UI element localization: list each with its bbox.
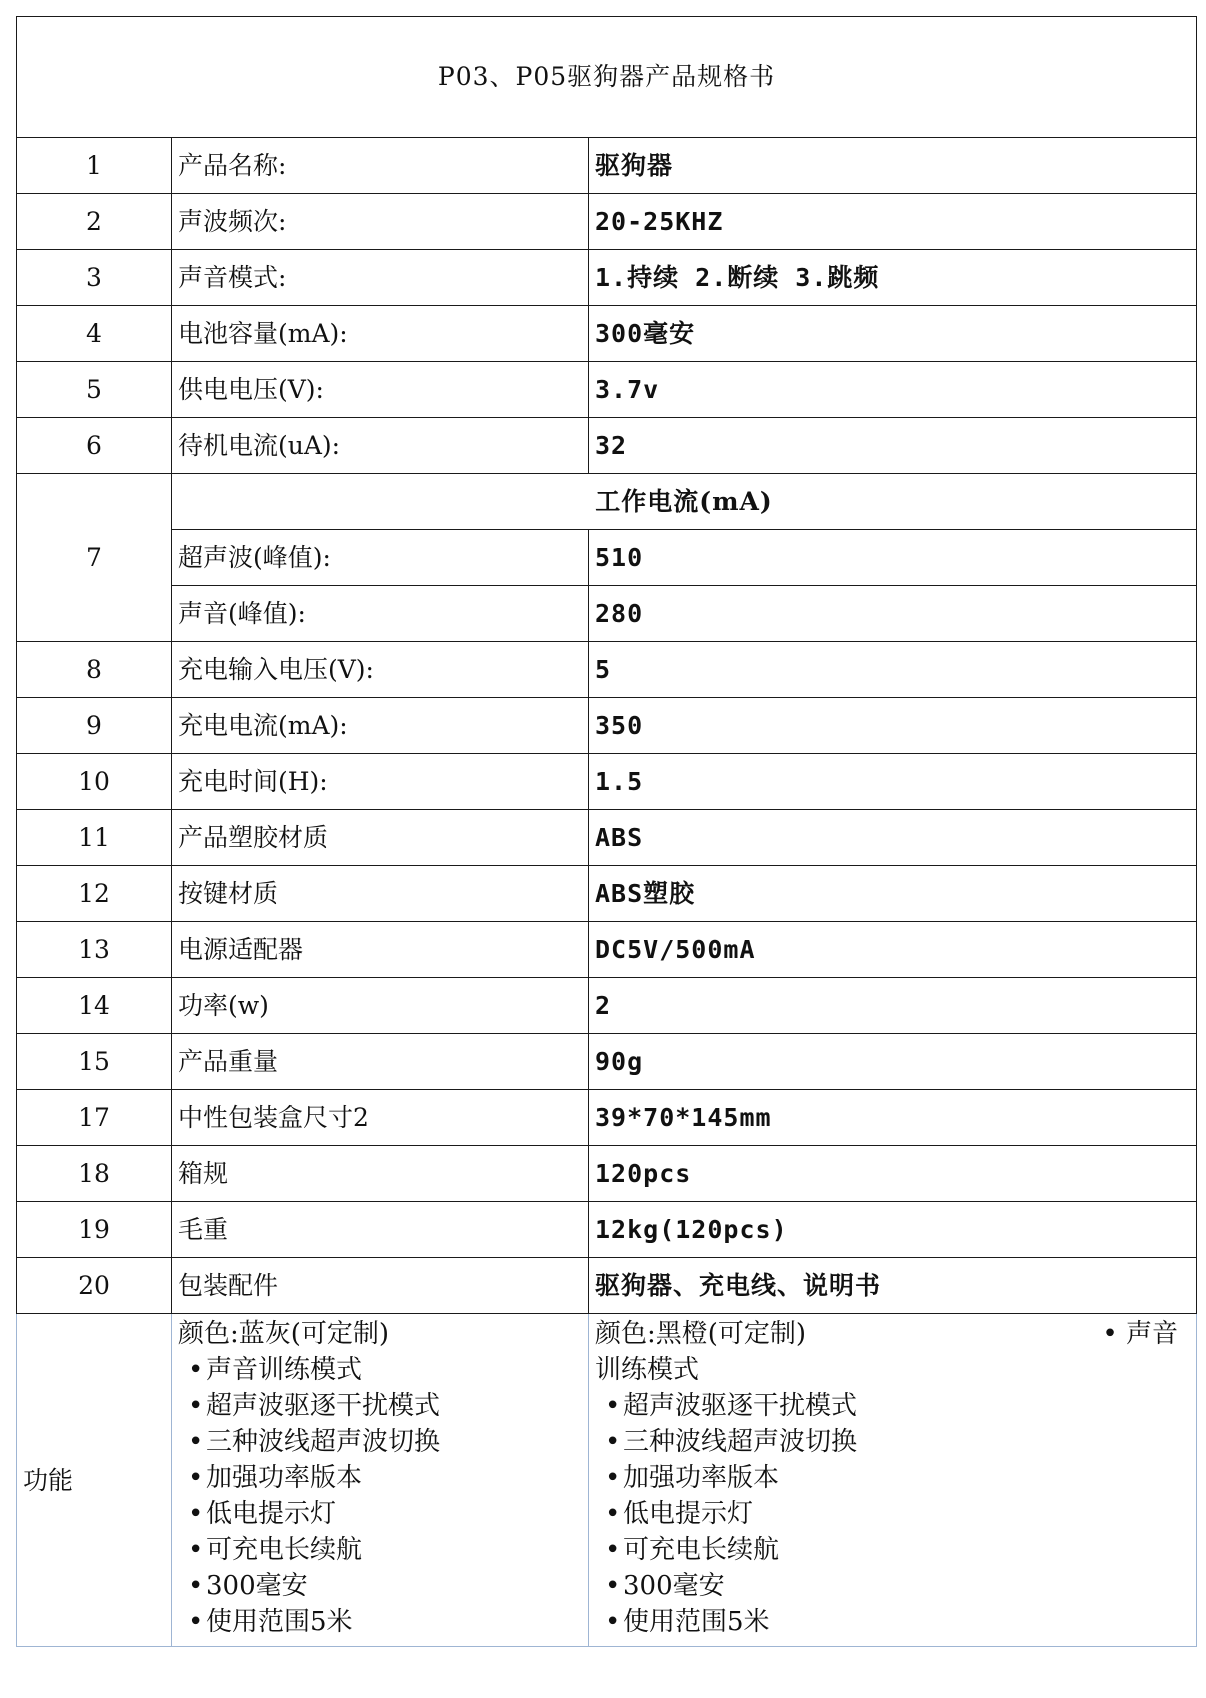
bullet-glyph: •	[605, 1535, 621, 1565]
bullet-glyph: •	[188, 1391, 204, 1421]
spec-row	[17, 642, 1197, 698]
bullet-glyph: •	[605, 1571, 621, 1601]
feature-text: 三种波线超声波切换	[623, 1427, 858, 1457]
row-label: 电池容量(mA):	[172, 306, 589, 362]
bullet-glyph: •	[605, 1427, 621, 1457]
working-current-row	[17, 530, 1197, 586]
row-label: 按键材质	[172, 866, 589, 922]
features-label: 功能	[17, 1314, 172, 1647]
feature-text: 三种波线超声波切换	[206, 1427, 441, 1457]
bullet-glyph: •	[188, 1427, 204, 1457]
working-current-heading: 工作电流(mA)	[172, 474, 1197, 530]
feature-text: 加强功率版本	[623, 1463, 780, 1493]
row-value: 350	[589, 698, 1197, 754]
row-number: 11	[17, 810, 172, 866]
feature-item	[178, 1532, 582, 1568]
row-number: 2	[17, 194, 172, 250]
row-number: 20	[17, 1258, 172, 1314]
bullet-glyph: •	[605, 1499, 621, 1529]
feature-text: 低电提示灯	[623, 1499, 754, 1529]
feature-item	[595, 1496, 1190, 1532]
row-number: 4	[17, 306, 172, 362]
row-label: 产品名称:	[172, 138, 589, 194]
bullet-glyph: •	[188, 1535, 204, 1565]
bullet-glyph: •	[188, 1355, 204, 1385]
row-number: 6	[17, 418, 172, 474]
spec-table	[16, 16, 1197, 1647]
row-number: 17	[17, 1090, 172, 1146]
feature-item	[178, 1388, 582, 1424]
feature-item	[178, 1604, 582, 1640]
document-title: P03、P05驱狗器产品规格书	[17, 17, 1197, 138]
feature-text: 可充电长续航	[623, 1535, 780, 1565]
features-row	[17, 1314, 1197, 1647]
row-label: 箱规	[172, 1146, 589, 1202]
row-number: 10	[17, 754, 172, 810]
row-value: 39*70*145mm	[589, 1090, 1197, 1146]
feature-item	[595, 1568, 1190, 1604]
spec-row	[17, 362, 1197, 418]
row-value: 5	[589, 642, 1197, 698]
row-number: 19	[17, 1202, 172, 1258]
row-value: 驱狗器	[589, 138, 1197, 194]
row-value: 3.7v	[589, 362, 1197, 418]
feature-item	[178, 1460, 582, 1496]
spec-row	[17, 1034, 1197, 1090]
row-label: 产品重量	[172, 1034, 589, 1090]
feature-text: 声音训练模式	[206, 1355, 363, 1385]
row-label: 中性包装盒尺寸2	[172, 1090, 589, 1146]
spec-table-body	[17, 17, 1197, 1647]
row-label: 功率(w)	[172, 978, 589, 1034]
spec-row	[17, 754, 1197, 810]
spec-row	[17, 698, 1197, 754]
row-value: 300毫安	[589, 306, 1197, 362]
spec-row	[17, 306, 1197, 362]
feature-item	[595, 1460, 1190, 1496]
spec-row	[17, 138, 1197, 194]
row-label: 声波频次:	[172, 194, 589, 250]
row-label: 声音(峰值):	[172, 586, 589, 642]
feature-item	[178, 1424, 582, 1460]
row-value: 1.5	[589, 754, 1197, 810]
row-number: 15	[17, 1034, 172, 1090]
feature-item	[178, 1352, 582, 1388]
row-value: ABS塑胶	[589, 866, 1197, 922]
feature-item	[595, 1532, 1190, 1568]
row-label: 毛重	[172, 1202, 589, 1258]
spec-row	[17, 810, 1197, 866]
feature-item-wrap: 训练模式	[595, 1355, 700, 1385]
working-current-heading-row	[17, 474, 1197, 530]
spec-row	[17, 866, 1197, 922]
spec-row	[17, 418, 1197, 474]
row-label: 电源适配器	[172, 922, 589, 978]
spec-row	[17, 250, 1197, 306]
row-value: 120pcs	[589, 1146, 1197, 1202]
row-number: 12	[17, 866, 172, 922]
row-value: DC5V/500mA	[589, 922, 1197, 978]
row-value: 280	[589, 586, 1197, 642]
color-option	[595, 1316, 1190, 1352]
bullet-glyph: •	[188, 1463, 204, 1493]
features-left-cell	[172, 1314, 589, 1647]
row-value: 20-25KHZ	[589, 194, 1197, 250]
spec-row	[17, 1146, 1197, 1202]
row-value: 32	[589, 418, 1197, 474]
row-label: 超声波(峰值):	[172, 530, 589, 586]
row-number: 13	[17, 922, 172, 978]
feature-item	[178, 1568, 582, 1604]
feature-item	[595, 1604, 1190, 1640]
row-value: 90g	[589, 1034, 1197, 1090]
spec-row	[17, 978, 1197, 1034]
row-number: 1	[17, 138, 172, 194]
spec-row	[17, 1202, 1197, 1258]
spec-row	[17, 194, 1197, 250]
row-number: 18	[17, 1146, 172, 1202]
feature-text: 使用范围5米	[206, 1607, 353, 1637]
feature-text: 超声波驱逐干扰模式	[206, 1391, 441, 1421]
spec-row	[17, 1258, 1197, 1314]
bullet-glyph: •	[188, 1571, 204, 1601]
row-value: 12kg(120pcs)	[589, 1202, 1197, 1258]
row-number: 14	[17, 978, 172, 1034]
row-number: 8	[17, 642, 172, 698]
row-number: 5	[17, 362, 172, 418]
row-label: 充电时间(H):	[172, 754, 589, 810]
row-value: 驱狗器、充电线、说明书	[589, 1258, 1197, 1314]
feature-item-start: • 声音	[1102, 1319, 1179, 1349]
feature-text: 可充电长续航	[206, 1535, 363, 1565]
row-value: 2	[589, 978, 1197, 1034]
spec-row	[17, 1090, 1197, 1146]
feature-text: 加强功率版本	[206, 1463, 363, 1493]
row-number: 3	[17, 250, 172, 306]
feature-text: 使用范围5米	[623, 1607, 770, 1637]
row-label: 供电电压(V):	[172, 362, 589, 418]
spec-sheet	[16, 16, 1196, 1647]
feature-text: 超声波驱逐干扰模式	[623, 1391, 858, 1421]
feature-text: 300毫安	[206, 1571, 308, 1601]
feature-item	[595, 1388, 1190, 1424]
row-label: 充电输入电压(V):	[172, 642, 589, 698]
feature-text: 低电提示灯	[206, 1499, 337, 1529]
spec-row	[17, 922, 1197, 978]
bullet-glyph: •	[605, 1463, 621, 1493]
row-number: 7	[17, 474, 172, 642]
row-value: ABS	[589, 810, 1197, 866]
row-value: 1.持续 2.断续 3.跳频	[589, 250, 1197, 306]
bullet-glyph: •	[605, 1391, 621, 1421]
title-row	[17, 17, 1197, 138]
bullet-glyph: •	[188, 1607, 204, 1637]
feature-item	[178, 1496, 582, 1532]
bullet-glyph: •	[605, 1607, 621, 1637]
color-option-text: 颜色:黑橙(可定制)	[595, 1319, 807, 1349]
row-label: 声音模式:	[172, 250, 589, 306]
row-value: 510	[589, 530, 1197, 586]
feature-text: 300毫安	[623, 1571, 725, 1601]
features-right-cell	[589, 1314, 1197, 1647]
row-number: 9	[17, 698, 172, 754]
row-label: 待机电流(uA):	[172, 418, 589, 474]
row-label: 产品塑胶材质	[172, 810, 589, 866]
row-label: 充电电流(mA):	[172, 698, 589, 754]
working-current-row	[17, 586, 1197, 642]
row-label: 包装配件	[172, 1258, 589, 1314]
feature-item	[595, 1424, 1190, 1460]
color-option: 颜色:蓝灰(可定制)	[178, 1319, 390, 1349]
bullet-glyph: •	[188, 1499, 204, 1529]
